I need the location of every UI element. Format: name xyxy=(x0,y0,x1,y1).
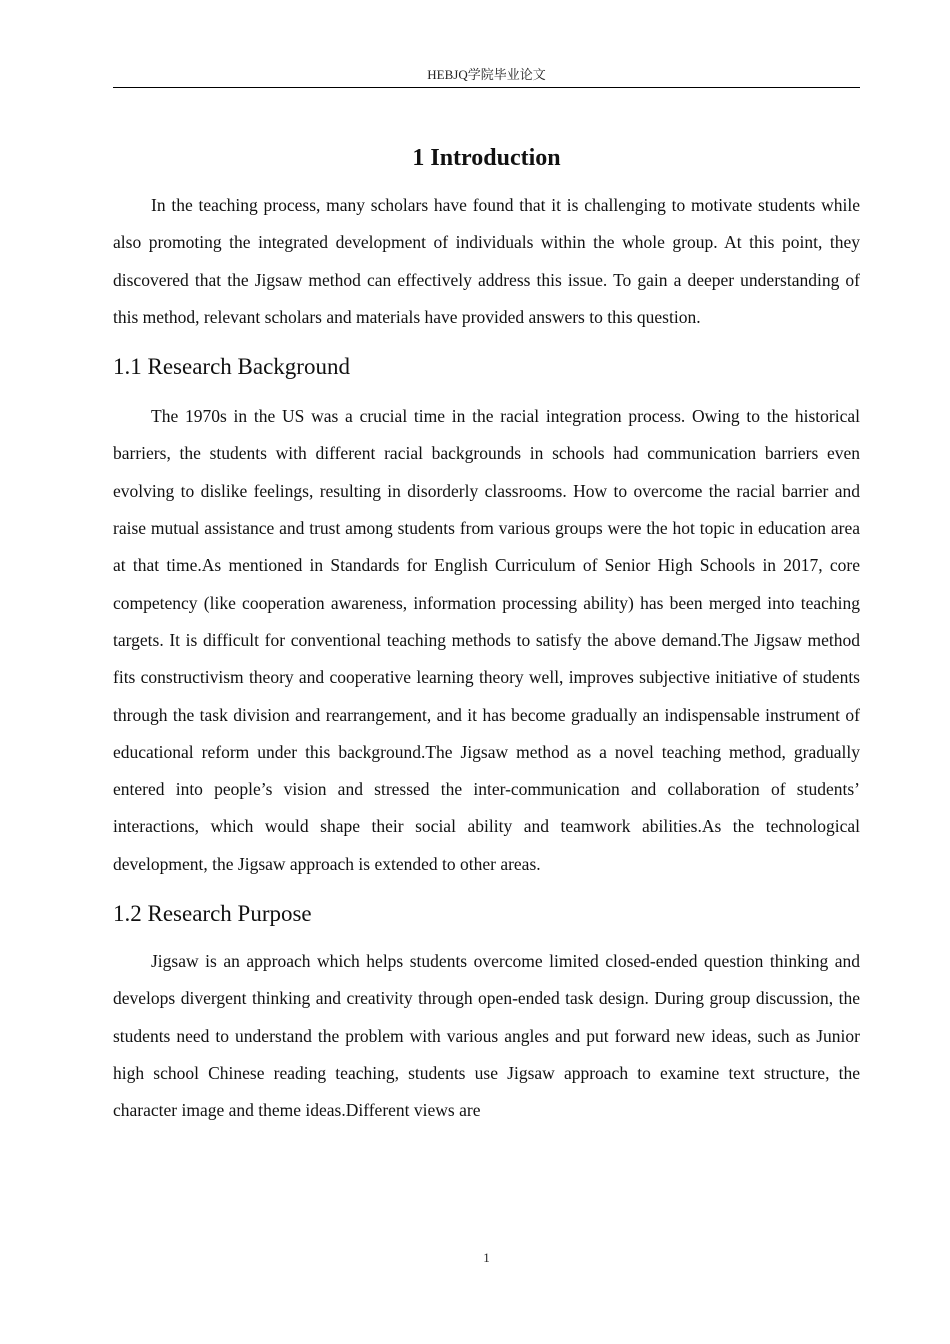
header-rule xyxy=(113,87,860,88)
section-heading-research-purpose: 1.2 Research Purpose xyxy=(113,901,312,927)
page-content xyxy=(113,140,860,1130)
chapter-title: 1 Introduction xyxy=(412,145,561,171)
page-number: 1 xyxy=(483,1250,490,1265)
research-background-paragraph: The 1970s in the US was a crucial time in the racial integration process. Owing to the historical barriers, the students with different racial backgrounds in schools had communication barriers even evolving to dislike feelings, resulting in disorderly classrooms. How to overcome the racial barrier and raise mutual assistance and trust among students from various groups were the hot topic in education area at that time.As mentioned in Standards for English Curriculum of Senior High Schools in 2017, core competency (like cooperation awareness, information processing ability) has been merged into teaching targets. It is difficult for conventional teaching methods to satisfy the above demand.The Jigsaw method fits constructivism theory and cooperative learning theory well, improves subjective initiative of students through the task division and rearrangement, and it has become gradually an indispensable instrument of educational reform under this background.The Jigsaw method as a novel teaching method, gradually entered into people’s vision and stressed the inter-communication and collaboration of students’ interactions, which would shape their social ability and teamwork abilities.As the technological development, the Jigsaw approach is extended to other areas. xyxy=(113,406,860,874)
section-heading-research-background: 1.1 Research Background xyxy=(113,354,350,380)
running-header: HEBJQ学院毕业论文 xyxy=(427,67,546,82)
research-purpose-paragraph: Jigsaw is an approach which helps students overcome limited closed-ended question thinking and develops divergent thinking and creativity through open-ended task design. During group discussion, the students need to understand the problem with various angles and put forward new ideas, such as Junior high school Chinese reading teaching, students use Jigsaw approach to examine text structure, the character image and theme ideas.Different views are xyxy=(113,951,860,1121)
intro-paragraph: In the teaching process, many scholars have found that it is challenging to motivate students while also promoting the integrated development of individuals within the whole group. At this point, they discovered that the Jigsaw method can effectively address this issue. To gain a deeper understanding of this method, relevant scholars and materials have provided answers to this question. xyxy=(113,195,860,327)
